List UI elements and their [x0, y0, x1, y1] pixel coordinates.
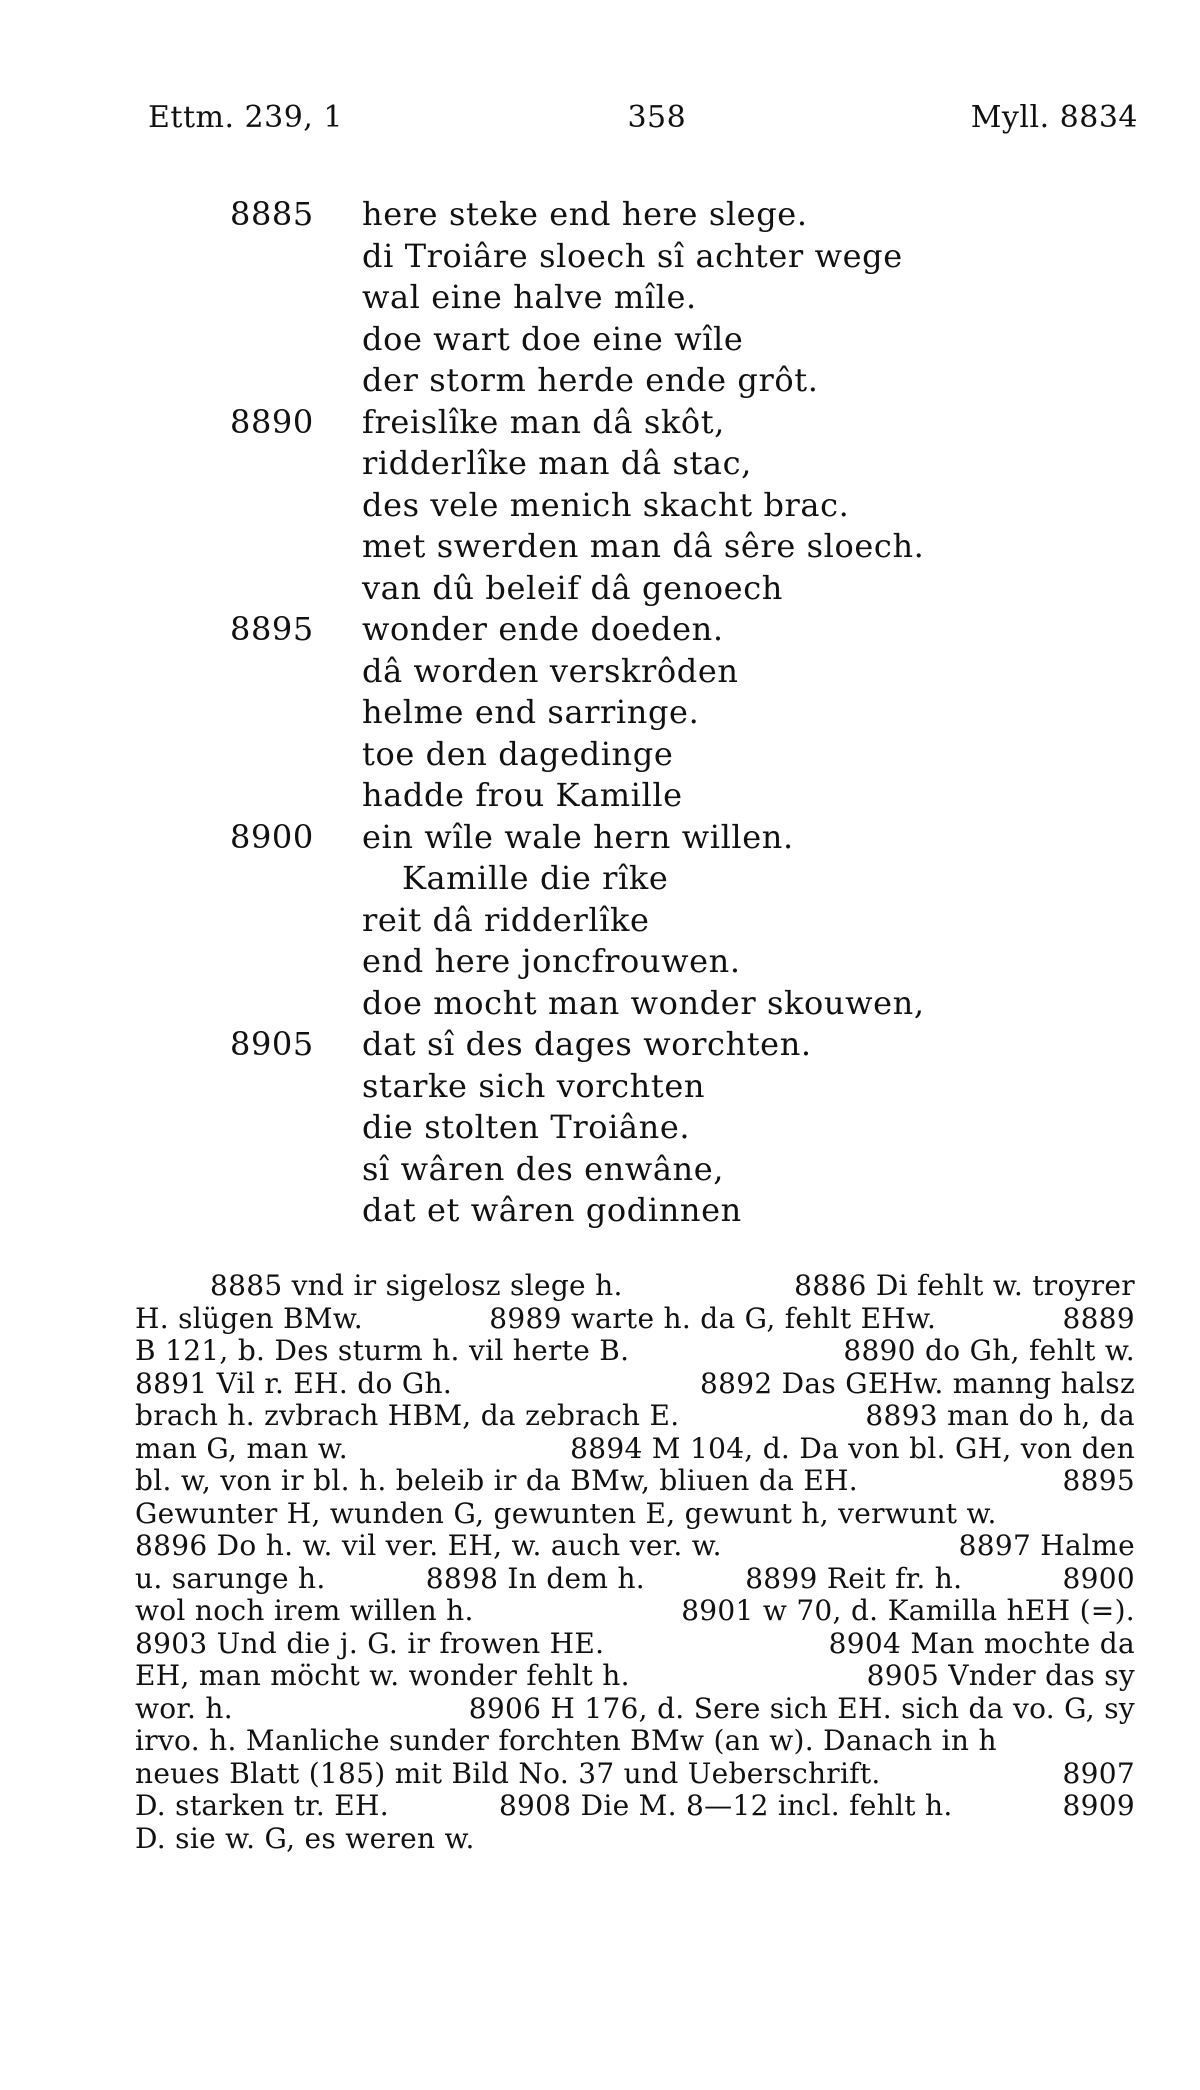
apparatus-entry: 8900	[1062, 1561, 1135, 1595]
verse-line	[230, 485, 1150, 527]
apparatus-entry: 8909	[1062, 1789, 1135, 1822]
apparatus-entry: 8894 M 104, d. Da von bl. GH, von den	[570, 1431, 1135, 1465]
apparatus-line	[135, 1563, 1135, 1596]
verse-line	[230, 1190, 1150, 1232]
verse-text: freislîke man dâ skôt,	[362, 402, 725, 441]
apparatus-entry: 8891 Vil r. EH. do Gh.	[135, 1366, 453, 1400]
verse-text: dat sî des dages worchten.	[362, 1025, 812, 1063]
verse-line	[230, 568, 1150, 610]
verse-line	[230, 1149, 1150, 1191]
verse-text: wonder ende doeden.	[362, 610, 724, 648]
apparatus-entry: 8898 In dem h.	[425, 1561, 645, 1595]
apparatus-line	[135, 1758, 1135, 1791]
apparatus-entry: man G, man w.	[135, 1431, 348, 1465]
critical-apparatus	[135, 1270, 1135, 1855]
verse-text: helme end sarringe.	[362, 693, 700, 731]
verse-line	[230, 692, 1150, 734]
apparatus-entry: 8890 do Gh, fehlt w.	[843, 1334, 1135, 1367]
header-right-reference: Myll. 8834	[970, 100, 1138, 135]
apparatus-entry: 8989 warte h. da G, fehlt EHw.	[489, 1301, 937, 1335]
verse-text: van dû beleif dâ genoech	[362, 568, 783, 607]
apparatus-entry: 8899 Reit fr. h.	[745, 1561, 963, 1595]
verse-line	[230, 319, 1150, 361]
apparatus-entry: 8897 Halme	[958, 1529, 1135, 1562]
apparatus-entry: 8901 w 70, d. Kamilla hEH (=).	[681, 1594, 1135, 1627]
verse-text: starke sich vorchten	[362, 1066, 706, 1105]
apparatus-entry: 8906 H 176, d. Sere sich EH. sich da vo. G, sy	[468, 1691, 1135, 1725]
verse-number: 8905	[230, 1025, 314, 1063]
verse-block	[230, 194, 1150, 1232]
apparatus-entry: neues Blatt (185) mit Bild No. 37 und Ueberschrift.	[135, 1756, 881, 1790]
verse-text: dâ worden verskrôden	[362, 651, 739, 690]
verse-text: met swerden man dâ sêre sloech.	[362, 527, 925, 565]
apparatus-entry: 8889	[1062, 1301, 1135, 1335]
apparatus-entry: B 121, b. Des sturm h. vil herte B.	[135, 1334, 630, 1367]
apparatus-line	[135, 1628, 1135, 1661]
verse-line	[230, 443, 1150, 485]
apparatus-line	[135, 1725, 1135, 1758]
verse-line	[230, 1024, 1150, 1066]
apparatus-line	[135, 1270, 1135, 1303]
verse-line	[230, 277, 1150, 319]
verse-line	[230, 900, 1150, 942]
apparatus-line	[135, 1400, 1135, 1433]
apparatus-entry: EH, man möcht w. wonder fehlt h.	[135, 1659, 630, 1692]
apparatus-entry: 8893 man do h, da	[865, 1399, 1135, 1432]
apparatus-entry: 8908 Die M. 8—12 incl. fehlt h.	[498, 1789, 953, 1822]
verse-line	[230, 941, 1150, 983]
apparatus-line	[135, 1790, 1135, 1823]
verse-line	[230, 402, 1150, 444]
verse-line	[230, 194, 1150, 236]
verse-line	[230, 1066, 1150, 1108]
verse-number: 8900	[230, 817, 314, 856]
verse-text: toe den dagedinge	[362, 734, 674, 773]
apparatus-entry: 8904 Man mochte da	[828, 1626, 1135, 1660]
apparatus-entry: 8885 vnd ir sigelosz slege h.	[210, 1269, 623, 1302]
verse-text: hadde frou Kamille	[362, 776, 683, 814]
apparatus-line	[135, 1368, 1135, 1401]
apparatus-entry: u. sarunge h.	[135, 1561, 326, 1595]
apparatus-entry: 8886 Di fehlt w. troyrer	[794, 1269, 1135, 1302]
apparatus-entry: irvo. h. Manliche sunder forchten BMw (an w). Danach in h	[135, 1724, 997, 1757]
verse-line	[230, 526, 1150, 568]
apparatus-entry: Gewunter H, wunden G, gewunten E, gewunt h, verwunt w.	[135, 1496, 997, 1530]
verse-text: des vele menich skacht brac.	[362, 485, 850, 524]
verse-line	[230, 609, 1150, 651]
verse-number: 8885	[230, 195, 314, 233]
verse-line	[230, 1107, 1150, 1149]
page-number: 358	[627, 100, 687, 135]
verse-text: ein wîle wale hern willen.	[362, 817, 794, 856]
apparatus-entry: bl. w, von ir bl. h. beleib ir da BMw, bliuen da EH.	[135, 1464, 858, 1497]
verse-number: 8895	[230, 610, 314, 648]
apparatus-entry: 8892 Das GEHw. manng halsz	[700, 1366, 1135, 1400]
verse-text: end here joncfrouwen.	[362, 942, 741, 980]
apparatus-entry: wol noch irem willen h.	[135, 1594, 474, 1627]
apparatus-line	[135, 1335, 1135, 1368]
apparatus-entry: 8907	[1062, 1756, 1135, 1790]
apparatus-entry: H. slügen BMw.	[135, 1301, 363, 1335]
apparatus-line	[135, 1530, 1135, 1563]
verse-text: reit dâ ridderlîke	[362, 900, 650, 939]
verse-line	[230, 775, 1150, 817]
verse-line	[230, 734, 1150, 776]
apparatus-line	[135, 1465, 1135, 1498]
apparatus-entry: D. starken tr. EH.	[135, 1789, 389, 1822]
verse-text: doe wart doe eine wîle	[362, 319, 744, 358]
verse-text: dat et wâren godinnen	[362, 1191, 742, 1229]
apparatus-line	[135, 1595, 1135, 1628]
apparatus-entry: 8903 Und die j. G. ir frowen HE.	[135, 1626, 605, 1660]
verse-line	[230, 360, 1150, 402]
verse-line	[230, 236, 1150, 278]
verse-line	[230, 817, 1150, 859]
apparatus-line	[135, 1660, 1135, 1693]
apparatus-entry: brach h. zvbrach HBM, da zebrach E.	[135, 1399, 680, 1432]
verse-text: doe mocht man wonder skouwen,	[362, 983, 925, 1022]
verse-line	[230, 983, 1150, 1025]
header-left-reference: Ettm. 239, 1	[148, 100, 343, 135]
verse-number: 8890	[230, 402, 314, 441]
apparatus-entry: wor. h.	[135, 1691, 233, 1725]
apparatus-line	[135, 1823, 1135, 1856]
verse-text: di Troiâre sloech sî achter wege	[362, 236, 903, 275]
apparatus-entry: 8895	[1062, 1464, 1135, 1497]
apparatus-entry: D. sie w. G, es weren w.	[135, 1821, 475, 1855]
verse-text: ridderlîke man dâ stac,	[362, 444, 752, 482]
apparatus-line	[135, 1303, 1135, 1336]
verse-text: der storm herde ende grôt.	[362, 361, 819, 399]
page-header	[148, 100, 1138, 144]
apparatus-entry: 8905 Vnder das sy	[866, 1659, 1135, 1692]
apparatus-line	[135, 1693, 1135, 1726]
verse-text: here steke end here slege.	[362, 195, 808, 233]
verse-line	[230, 651, 1150, 693]
apparatus-line	[135, 1498, 1135, 1531]
verse-text: sî wâren des enwâne,	[362, 1149, 725, 1188]
verse-text: Kamille die rîke	[402, 859, 669, 897]
verse-text: die stolten Troiâne.	[362, 1108, 691, 1146]
verse-text: wal eine halve mîle.	[362, 278, 697, 316]
apparatus-line	[135, 1433, 1135, 1466]
verse-line	[230, 858, 1150, 900]
apparatus-entry: 8896 Do h. w. vil ver. EH, w. auch ver. w.	[135, 1529, 722, 1562]
